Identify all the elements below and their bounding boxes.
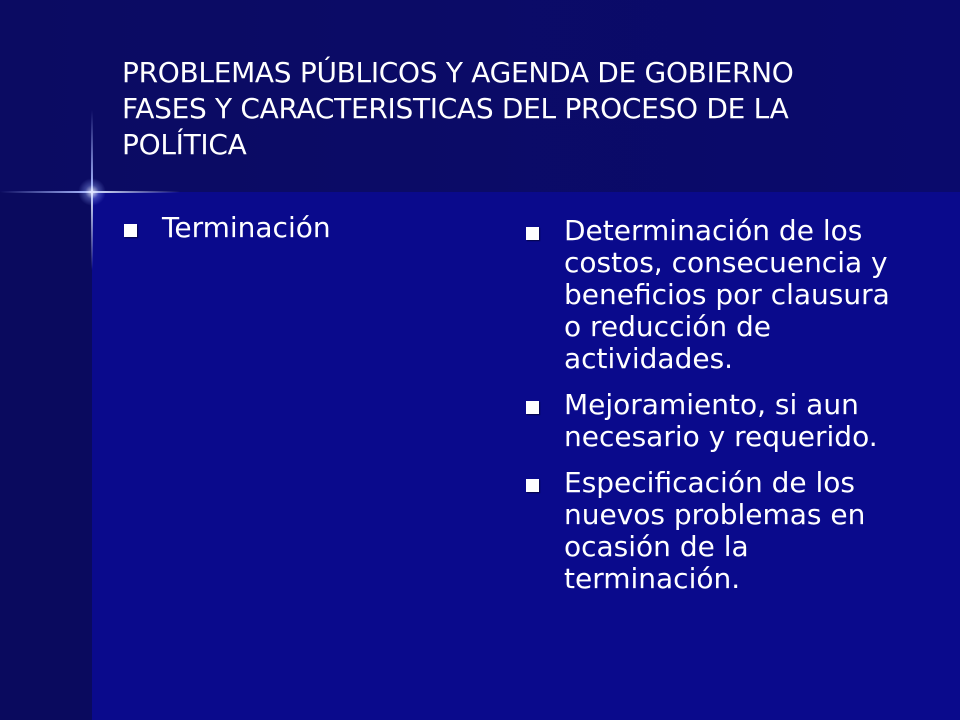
list-item xyxy=(524,467,904,595)
list-item xyxy=(524,389,904,453)
right-column xyxy=(524,215,904,609)
list-item xyxy=(524,215,904,375)
sparkle-star-icon xyxy=(78,178,106,206)
slide-title xyxy=(122,55,882,163)
title-line-1: PROBLEMAS PÚBLICOS Y AGENDA DE GOBIERNO xyxy=(122,56,794,89)
list-item xyxy=(122,212,462,244)
square-bullet-icon xyxy=(124,224,137,237)
left-column xyxy=(122,212,462,258)
title-line-3: POLÍTICA xyxy=(122,128,247,161)
right-bullet-list xyxy=(524,215,904,595)
square-bullet-icon xyxy=(526,227,539,240)
bullet-text: Terminación xyxy=(162,211,331,244)
bullet-text: Mejoramiento, si aun necesario y requerido. xyxy=(564,388,878,453)
square-bullet-icon xyxy=(526,479,539,492)
bullet-text: Determinación de los costos, consecuencia y beneficios por clausura o reducción de actividades. xyxy=(564,214,890,375)
left-bullet-list xyxy=(122,212,462,244)
square-bullet-icon xyxy=(526,401,539,414)
bullet-text: Especificación de los nuevos problemas en ocasión de la terminación. xyxy=(564,466,866,595)
title-line-2: FASES Y CARACTERISTICAS DEL PROCESO DE LA xyxy=(122,92,789,125)
